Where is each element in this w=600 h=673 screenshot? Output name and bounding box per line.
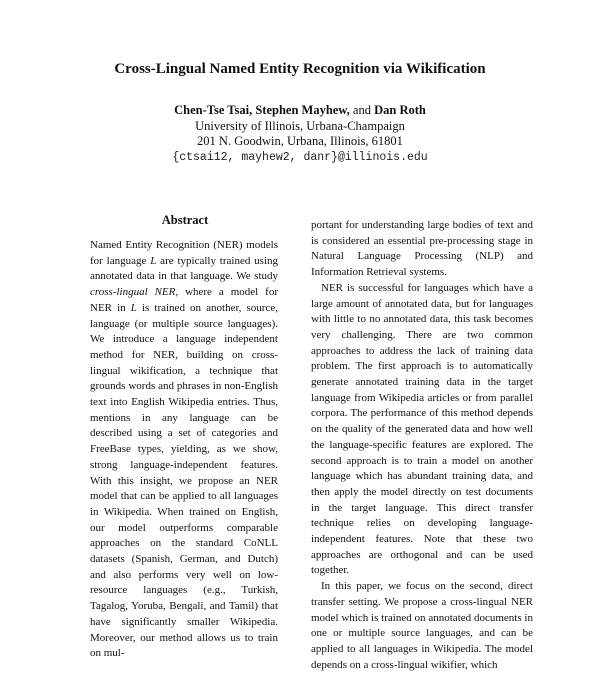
abstract-text-2: are typically trained using annotated data in that language. We study [90, 254, 279, 283]
intro-column [311, 218, 533, 673]
abstract-text-4: is trained on another, source, language (or multiple source languages). We introduce a language independent method for NER, building on cross-lingual wikification, a technique that grounds words and phrases in non-English text into English Wikipedia entries. Thus, mentions in any language can be described using a set of categories and FreeBase types, yielding, as we show, strong language-independent features. With this insight, we propose an NER model that can be applied to all languages in Wikipedia. When trained on English, our model outperforms comparable approaches on the standard CoNLL datasets (Spanish, German, and Dutch) and also performs very well on low-resource languages (e.g., Turkish, Tagalog, Yoruba, Bengali, and Tamil) that have significantly smaller Wikipedia. Moreover, our method allows us to train on mul- [90, 301, 278, 660]
abstract-var-1: L [150, 254, 157, 267]
abstract-body [90, 238, 278, 662]
intro-paragraph-3: In this paper, we focus on the second, direct transfer setting. We propose a cross-lingual NER model which is trained on annotated documents in one or multiple source languages, and can be applied to all languages in Wikipedia. The model depends on a cross-lingual wikifier, which [311, 580, 533, 671]
abstract-text-3: , where a model for NER in [90, 286, 278, 314]
author-names-last: Dan Roth [374, 103, 426, 117]
author-emails: {ctsai12, mayhew2, danr}@illinois.edu [172, 150, 428, 164]
abstract-term: cross-lingual NER [90, 286, 176, 299]
author-conjunction: and [352, 103, 371, 117]
author-block [0, 103, 600, 165]
paper-title: Cross-Lingual Named Entity Recognition via Wikification [114, 61, 486, 77]
intro-paragraph-1: portant for understanding large bodies of text and is considered an essential pre-processing stage in Natural Language Processing (NLP) and Information Retrieval systems. [311, 219, 533, 279]
intro-paragraph-2: NER is successful for languages which have a large amount of annotated data, but for languages with little to no annotated data, this task becomes very challenging. There are two common approaches to address the lack of training data problem. The first approach is to automatically generate annotated training data in the target language from Wikipedia articles or from parallel corpora. The performance of this method depends on the quality of the generated data and how well the language-specific features are explored. The second approach is to train a model on another language which has abundant training data, and then apply the model directly on test documents in the target language. This direct transfer technique relies on developing language-independent features. Note that these two approaches are orthogonal and can be used together. [311, 281, 533, 577]
abstract-heading: Abstract [161, 213, 209, 227]
abstract-var-2: L [130, 301, 137, 314]
author-names-first: Chen-Tse Tsai, Stephen Mayhew, [174, 103, 350, 117]
abstract-text-1: Named Entity Recognition (NER) models for language [90, 239, 278, 267]
address: 201 N. Goodwin, Urbana, Illinois, 61801 [197, 134, 403, 148]
author-names [0, 103, 600, 119]
abstract-paragraph [90, 238, 278, 662]
affiliation: University of Illinois, Urbana-Champaign [195, 118, 405, 133]
